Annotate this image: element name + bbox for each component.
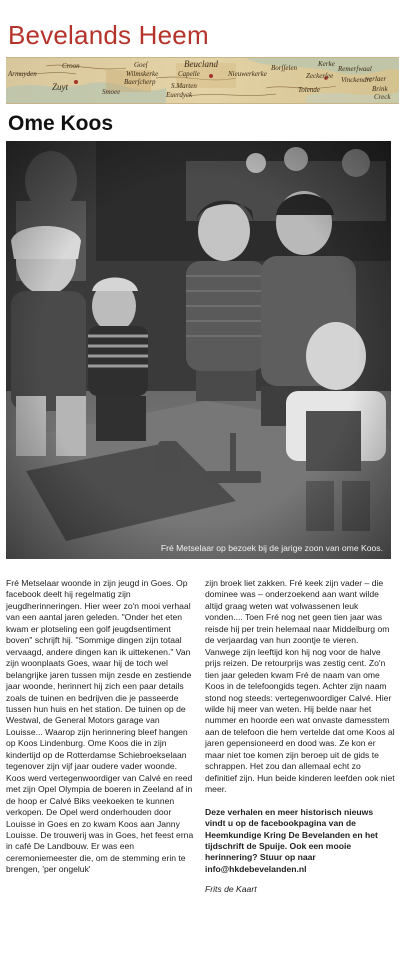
map-label: Smoee [102, 88, 121, 96]
historic-map-banner [6, 57, 399, 104]
map-label: Armuyden [8, 70, 37, 78]
map-label: Vinckendrc [341, 76, 373, 84]
map-label: Croon [62, 62, 80, 70]
map-label: Nieuwerkerke [228, 70, 267, 78]
article-title: Ome Koos [8, 112, 114, 135]
map-label: Borſſelen [271, 64, 298, 72]
article-photo [6, 141, 391, 559]
map-label: Baerſcherp [124, 78, 156, 86]
map-label: Kerke [318, 60, 335, 68]
map-label: Goeſ [134, 61, 148, 69]
magazine-title: Bevelands Heem [8, 20, 209, 50]
promo-note: Deze verhalen en meer historisch nieuws vindt u op de facebookpagina van de Heemkundige Kring De Bevelanden en het tijdschrift de Spuije. Ook een mooie herinnering? Stuur op naar info@hkdebevelanden.nl [205, 806, 378, 874]
map-label: Zuyt [52, 82, 69, 92]
photo-caption: Fré Metselaar op bezoek bij de jarige zoon van ome Koos. [160, 543, 383, 553]
map-label: Creck [374, 93, 391, 101]
map-label: Remerſwaal [338, 65, 372, 73]
map-label: Beucland [184, 59, 218, 69]
map-label: Capelle [178, 70, 200, 78]
article-column-left [6, 578, 196, 876]
article-column-right [205, 578, 395, 896]
map-label: Wilmskerke [126, 70, 159, 78]
map-label: Euerdyck [166, 91, 193, 99]
map-label: S.Marten [171, 82, 197, 90]
map-label: verlaer [366, 75, 387, 83]
map-label: Tolende [298, 86, 320, 94]
article-paragraph: Fré Metselaar woonde in zijn jeugd in Goes. Op facebook deelt hij regelmatig zijn jeugdherinneringen. Hier weer zo'n mooi verhaal van een aantal jaren geleden. "Onder het eten kwam er plotseling een golf jeugdsentiment boven" schrijft hij. "Sommige dingen zijn totaal vervaagd, andere dingen kan ik uittekenen." Van zijn woonplaats Goes, waar hij de toch wel belangrijke jaren tussen mijn zesde en zestiende jaar woonde, herinnert hij zich een paar details zoals de tuinen en bedrijven die je passeerde tussen hun huis en het station. De tuinen op de Westwal, de General Motors garage van Louisse... Waarop zijn herinnering bleef hangen op Koos Lindenburg. Ome Koos die in zijn kindertijd op de Rotterdamse Schiebroekselaan tegenover zijn vijf jaar oudere vader woonde. Koos werd vertegenwoordiger van Calvé en reed met zijn Opel Olympia de boeren in Zeeland af in de hoop er Calvé Biks veekoeken te kunnen verkopen. De Opel werd onderhouden door Louisse in Goes en zo kwam Koos aan Janny Louisse. De trouwerij was in Goes, het feest erna in café De Landbouw. Er was een ceremoniemeester die, om de stemming erin te brengen, 'per ongeluk' [6, 578, 194, 875]
map-label: Brink [372, 85, 388, 93]
article-paragraph: zijn broek liet zakken. Fré keek zijn vader – die dominee was – onderzoekend aan want wilde altijd graag weten wat volwassenen leuk vonden.... Toen Fré nog net geen tien jaar was reisde hij per trein helemaal naar Middelburg om de verjaardag van hun zoontje te vieren. Vanwege zijn leeftijd kon hij nog voor de halve prijs reizen. De retourprijs was zestig cent. Zo'n tien jaar geleden kwam Fré de naam van ome Koos in de telefoongids tegen. Achter zijn naam stond nog steeds: vertegenwoordiger Calvé. Hier wilde hij meer van weten. Hij belde naar het nummer en hoorde een wat onvaste damesstem aan de telefoon die hem vertelde dat ome Koos al jaren gepensioneerd en dood was. Ze kon er maar niet toe komen zijn beroep uit de gids te schrappen. Het zou dan allemaal echt zo definitief zijn. Hun beide kinderen leefden ook niet meer. [205, 578, 395, 795]
map-label: Zeckerſee [306, 72, 334, 80]
author-credit: Frits de Kaart [205, 884, 257, 895]
